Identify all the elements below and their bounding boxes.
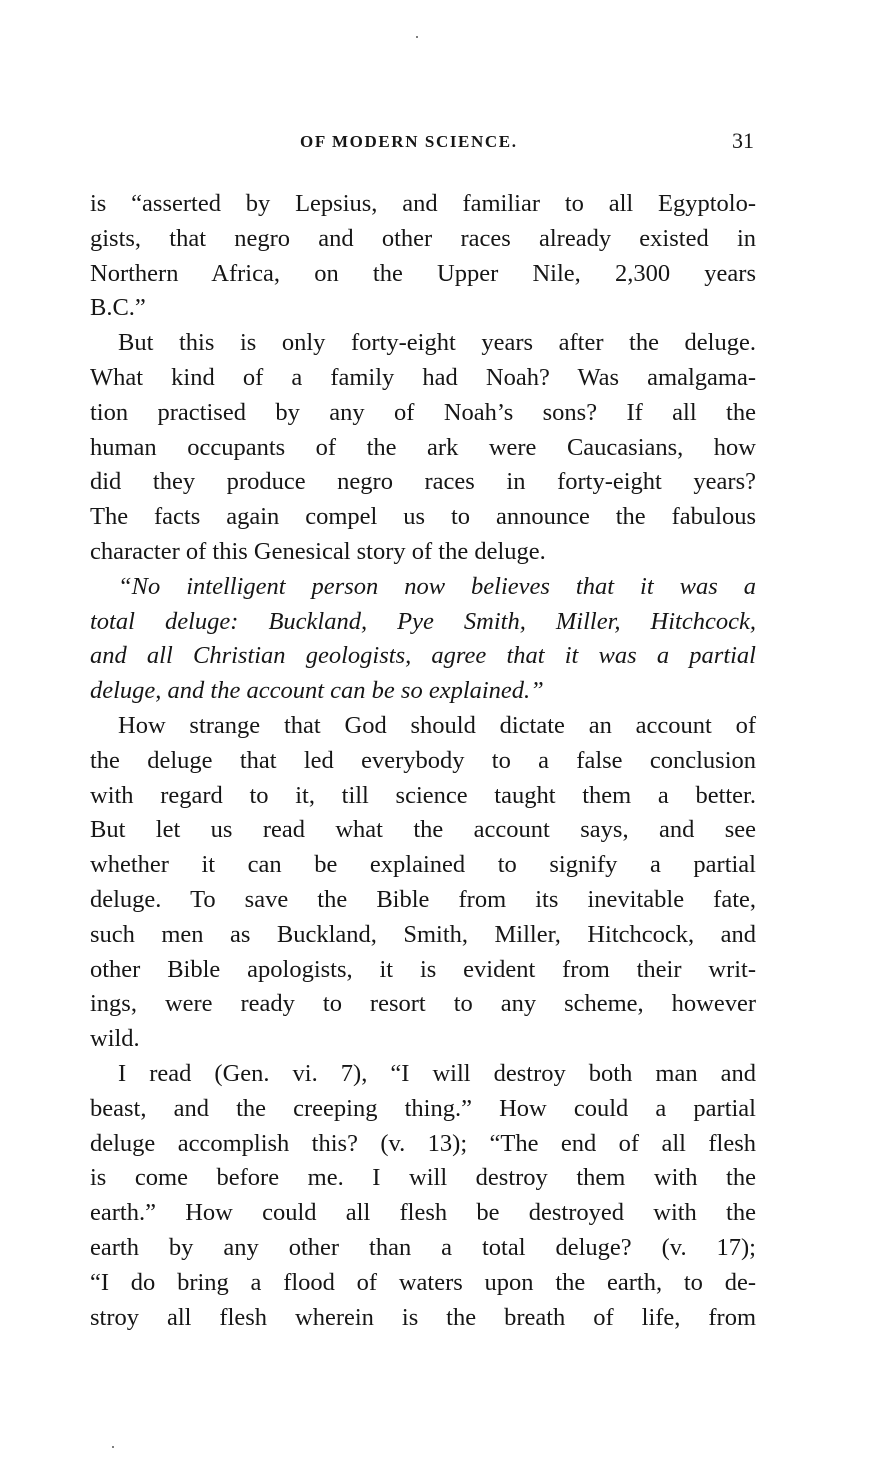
running-title: OF MODERN SCIENCE. — [300, 132, 518, 151]
text-line: with regard to it, till science taught them a better. — [90, 781, 756, 809]
running-header — [90, 128, 758, 158]
text-line: beast, and the creeping thing.” How could a partial — [90, 1094, 756, 1122]
text-line: other Bible apologists, it is evident from their writ- — [90, 955, 756, 983]
text-line: earth by any other than a total deluge? (v. 17); — [90, 1233, 756, 1261]
print-speck-bottom — [112, 1446, 114, 1448]
text-line: But let us read what the account says, and see — [90, 816, 756, 844]
text-line: ings, were ready to resort to any scheme, however — [90, 990, 756, 1018]
text-line: is “asserted by Lepsius, and familiar to all Egyptolo- — [90, 190, 756, 217]
text-line: did they produce negro races in forty-eight years? — [90, 468, 756, 496]
quoted-line: “No intelligent person now believes that it was a — [118, 572, 756, 600]
page-number: 31 — [732, 128, 754, 153]
text-line: I read (Gen. vi. 7), “I will destroy both man and — [118, 1059, 756, 1087]
text-line: stroy all flesh wherein is the breath of life, from — [90, 1303, 756, 1331]
text-line: human occupants of the ark were Caucasians, how — [90, 433, 756, 461]
quoted-line: deluge, and the account can be so explained.” — [90, 677, 544, 705]
text-line: deluge accomplish this? (v. 13); “The end of all flesh — [90, 1129, 756, 1157]
text-line: such men as Buckland, Smith, Miller, Hitchcock, and — [90, 920, 756, 948]
quoted-line: and all Christian geologists, agree that it was a partial — [90, 642, 756, 670]
print-speck-top — [416, 36, 418, 38]
text-line: gists, that negro and other races already existed in — [90, 224, 756, 252]
text-line: How strange that God should dictate an account of — [118, 711, 756, 739]
text-line: The facts again compel us to announce the fabulous — [90, 503, 756, 531]
text-line: deluge. To save the Bible from its inevitable fate, — [90, 885, 756, 913]
text-line: wild. — [90, 1025, 140, 1053]
quoted-line: total deluge: Buckland, Pye Smith, Miller, Hitchcock, — [90, 607, 756, 635]
body-text — [90, 187, 756, 1335]
text-line: the deluge that led everybody to a false conclusion — [90, 746, 756, 774]
text-line: tion practised by any of Noah’s sons? If all the — [90, 398, 756, 426]
text-line: character of this Genesical story of the deluge. — [90, 537, 546, 565]
text-line: Northern Africa, on the Upper Nile, 2,300 years — [90, 259, 756, 287]
text-line: But this is only forty-eight years after the deluge. — [118, 329, 756, 357]
text-line: B.C.” — [90, 294, 146, 322]
text-line: is come before me. I will destroy them with the — [90, 1164, 756, 1192]
text-line: What kind of a family had Noah? Was amalgama- — [90, 363, 756, 391]
text-line: “I do bring a flood of waters upon the earth, to de- — [90, 1268, 756, 1296]
text-line: whether it can be explained to signify a partial — [90, 851, 756, 879]
text-line: earth.” How could all flesh be destroyed with the — [90, 1199, 756, 1227]
